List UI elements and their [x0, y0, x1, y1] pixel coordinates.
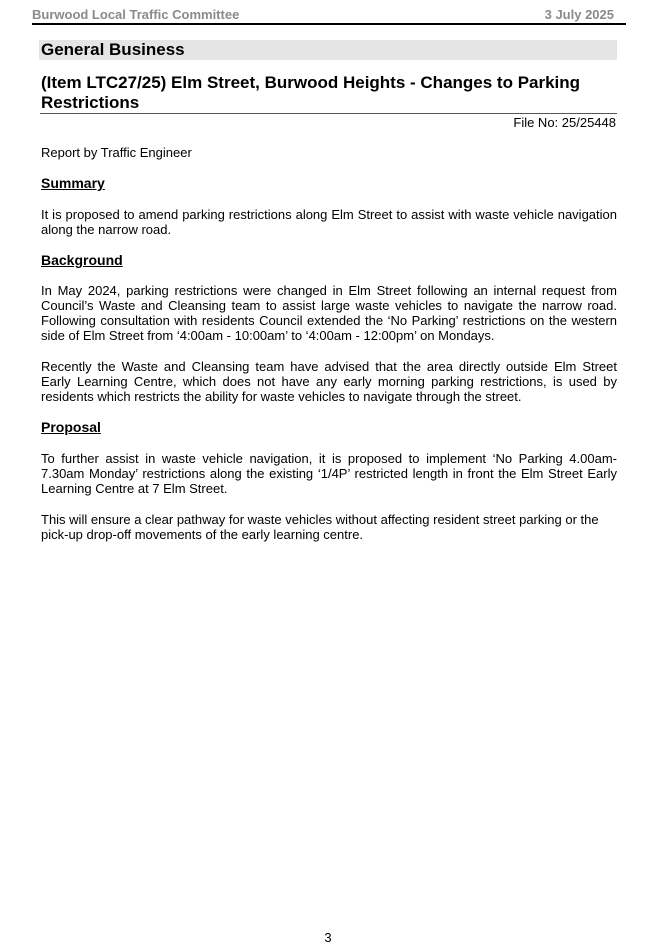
background-paragraph-1: In May 2024, parking restrictions were changed in Elm Street following an internal request from Council’s Waste and Cleansing team to assist large waste vehicles to navigate the narrow road. Following consultation with residents Council extended the ‘No Parking’ restrictions on the western side of Elm Street from ‘4:00am - 10:00am’ to ‘4:00am - 12:00pm’ on Mondays.	[41, 283, 617, 343]
item-title: (Item LTC27/25) Elm Street, Burwood Heights - Changes to Parking Restrictions	[41, 73, 581, 112]
file-number: File No: 25/25448	[513, 115, 616, 130]
meeting-date: 3 July 2025	[544, 7, 614, 22]
proposal-paragraph-1: To further assist in waste vehicle navigation, it is proposed to implement ‘No Parking 4.00am-7.30am Monday’ restrictions along the existing ‘1/4P’ restricted length in front the Elm Street Early Learning Centre at 7 Elm Street.	[41, 451, 617, 496]
summary-heading: Summary	[41, 175, 105, 191]
background-heading: Background	[41, 252, 123, 268]
page-number: 3	[324, 930, 332, 945]
proposal-paragraph-2: This will ensure a clear pathway for waste vehicles without affecting resident street parking or the pick-up drop-off movements of the early learning centre.	[41, 512, 599, 542]
background-paragraph-2: Recently the Waste and Cleansing team have advised that the area directly outside Elm Street Early Learning Centre, which does not have any early morning parking restrictions, is used by residents which restricts the ability for waste vehicles to navigate through the street.	[41, 359, 617, 404]
committee-name: Burwood Local Traffic Committee	[32, 7, 240, 22]
proposal-heading: Proposal	[41, 419, 101, 435]
report-author: Report by Traffic Engineer	[41, 145, 192, 160]
page-header	[32, 7, 626, 25]
title-divider	[40, 113, 617, 114]
section-title: General Business	[41, 40, 185, 59]
section-bar	[39, 40, 617, 60]
summary-text: It is proposed to amend parking restrictions along Elm Street to assist with waste vehicle navigation along the narrow road.	[41, 207, 617, 237]
